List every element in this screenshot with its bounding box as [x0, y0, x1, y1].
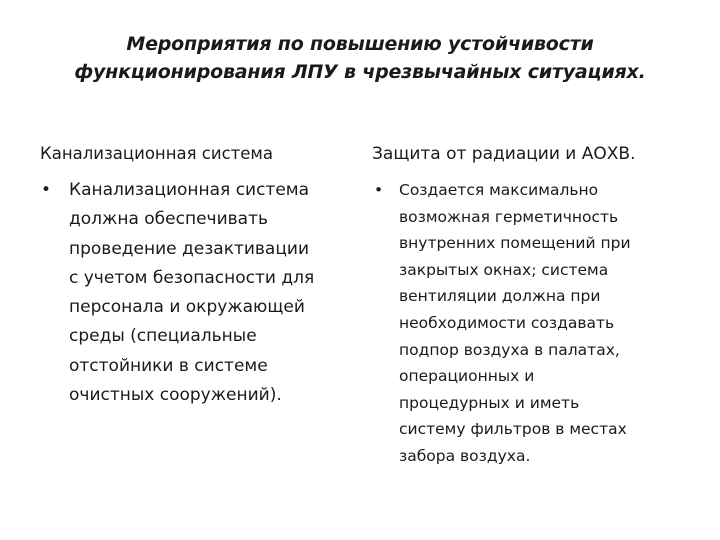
right-text-line: вентиляции должна при: [399, 287, 601, 306]
right-text-line: забора воздуха.: [399, 446, 531, 465]
left-text-line: отстойники в системе: [69, 355, 268, 376]
right-text-line: процедурных и иметь: [399, 393, 580, 412]
slide-title: [60, 30, 660, 86]
right-text-line: систему фильтров в местах: [399, 420, 627, 439]
right-text-line: возможная герметичность: [399, 207, 619, 226]
right-text-line: операционных и: [399, 367, 535, 386]
left-text-line: должна обеспечивать: [69, 209, 268, 230]
right-text-line: подпор воздуха в палатах,: [399, 340, 620, 359]
slide-title-line-1: Мероприятия по повышению устойчивости: [126, 33, 594, 55]
right-text-line: Создается максимально: [399, 181, 599, 199]
right-column-bullet-text: [399, 177, 631, 470]
right-text-line: закрытых окнах; система: [399, 260, 609, 279]
left-column-heading: Канализационная система: [40, 144, 273, 163]
left-text-line: среды (специальные: [69, 326, 257, 347]
left-text-line: проведение дезактивации: [69, 238, 310, 259]
left-text-line: персонала и окружающей: [69, 297, 305, 318]
right-column-heading: Защита от радиации и АОХВ.: [372, 144, 636, 164]
left-text-line: Канализационная система: [69, 180, 310, 200]
slide-title-line-2: функционирования ЛПУ в чрезвычайных ситуациях.: [74, 61, 646, 83]
right-text-line: необходимости создавать: [399, 313, 615, 332]
right-text-line: внутренних помещений при: [399, 234, 631, 253]
left-text-line: очистных сооружений).: [69, 385, 282, 406]
left-column-bullet-text: [69, 176, 314, 410]
bullet-marker: •: [41, 180, 52, 200]
bullet-marker: •: [374, 181, 384, 199]
left-text-line: с учетом безопасности для: [69, 267, 315, 288]
